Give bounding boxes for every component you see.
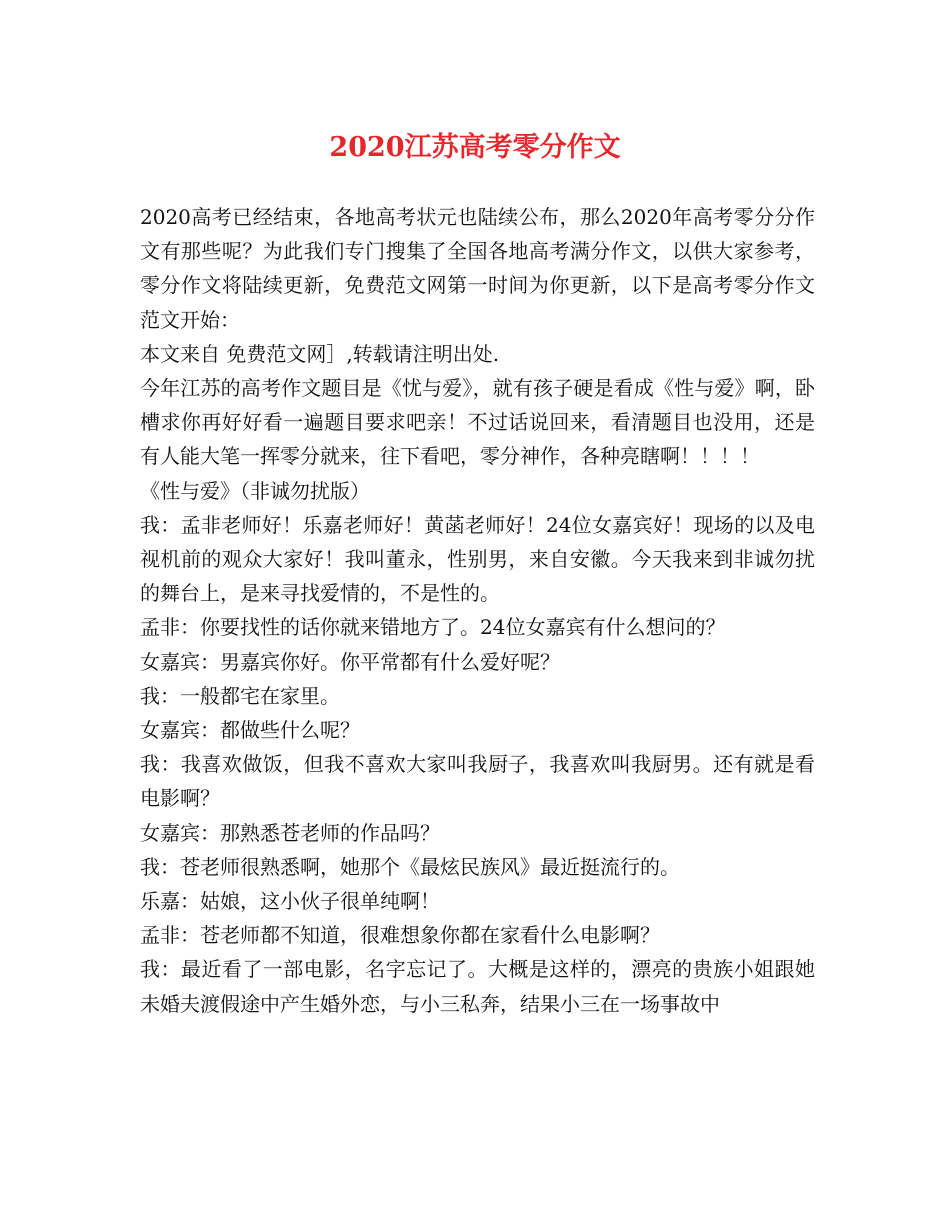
- paragraph-dialogue: 乐嘉：姑娘，这小伙子很单纯啊！: [140, 889, 440, 914]
- paragraph-source-note: 本文来自 免费范文网］,转载请注明出处.: [140, 341, 500, 366]
- document-title: 2020江苏高考零分作文: [329, 132, 621, 163]
- paragraph-topic: 今年江苏的高考作文题目是《忧与爱》，就有孩子硬是看成《性与爱》啊，卧槽求你再好好看一遍题目要求吧亲！不过话说回来，看清题目也没用，还是有人能大笔一挥零分就来，往下看吧，零分神作，各种亮瞎啊！！！！: [140, 376, 815, 469]
- paragraph-dialogue: 我：最近看了一部电影，名字忘记了。大概是这样的，漂亮的贵族小姐跟她未婚夫渡假途中产生婚外恋，与小三私奔，结果小三在一场事故中: [140, 957, 815, 1016]
- paragraph-intro: 2020高考已经结束，各地高考状元也陆续公布，那么2020年高考零分分作文有那些呢？为此我们专门搜集了全国各地高考满分作文，以供大家参考，零分作文将陆续更新，免费范文网第一时间为你更新，以下是高考零分作文范文开始：: [140, 205, 815, 332]
- paragraph-essay-title: 《性与爱》（非诚勿扰版）: [140, 478, 370, 503]
- paragraph-dialogue: 我：孟非老师好！乐嘉老师好！黄菡老师好！24位女嘉宾好！现场的以及电视机前的观众大家好！我叫董永，性别男，来自安徽。今天我来到非诚勿扰的舞台上，是来寻找爱情的，不是性的。: [140, 512, 815, 606]
- document-body: [140, 200, 815, 1021]
- paragraph-dialogue: 我：我喜欢做饭，但我不喜欢大家叫我厨子，我喜欢叫我厨男。还有就是看电影啊？: [140, 752, 815, 811]
- paragraph-dialogue: 孟非：你要找性的话你就来错地方了。24位女嘉宾有什么想问的？: [140, 615, 726, 640]
- paragraph-dialogue: 孟非：苍老师都不知道，很难想象你都在家看什么电影啊？: [140, 923, 660, 948]
- paragraph-dialogue: 我：一般都宅在家里。: [140, 683, 340, 708]
- paragraph-dialogue: 女嘉宾：那熟悉苍老师的作品吗？: [140, 820, 440, 845]
- paragraph-dialogue: 女嘉宾：男嘉宾你好。你平常都有什么爱好呢？: [140, 649, 560, 674]
- paragraph-dialogue: 我：苍老师很熟悉啊，她那个《最炫民族风》最近挺流行的。: [140, 854, 680, 879]
- paragraph-dialogue: 女嘉宾：都做些什么呢？: [140, 718, 360, 743]
